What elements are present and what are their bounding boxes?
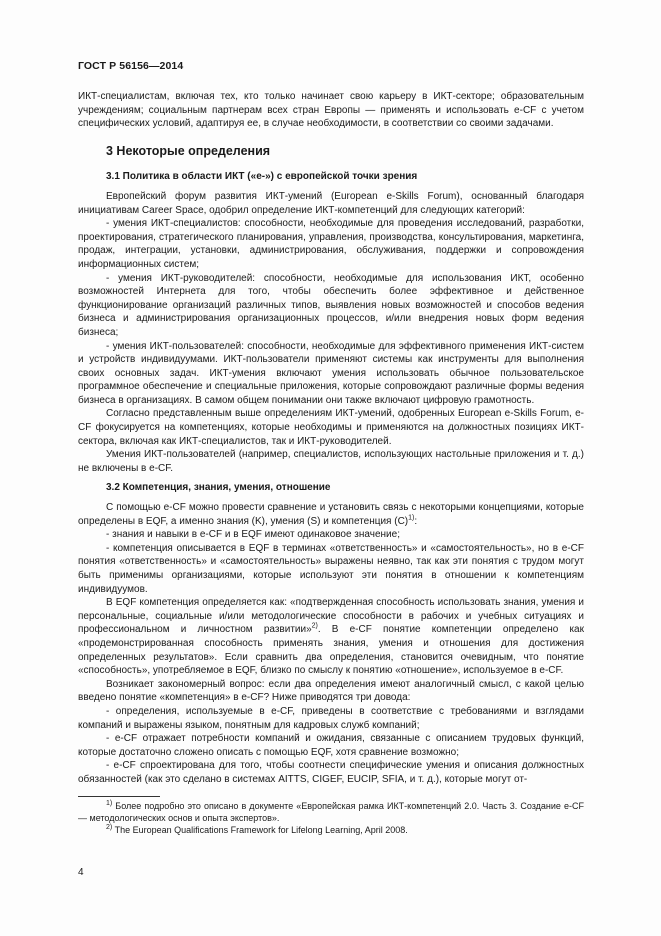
section-3-2-title: 3.2 Компетенция, знания, умения, отношение	[106, 482, 331, 494]
footnote-1	[78, 800, 584, 824]
s32-p2-text-a: В EQF компетенция определяется как: «подтвержденная способность использовать знания, умения и персональные, социальные и/или методологические способности в рабочих и учебных ситуациях и профессиональном и личностном развитии»	[78, 597, 584, 636]
s31-paragraph-3: Умения ИКТ-пользователей (например, специалистов, использующих настольные приложения и т. д.) не включены в e-CF.	[78, 449, 584, 474]
footnote-2-mark: 2)	[106, 824, 113, 831]
footnote-ref-2: 2)	[311, 623, 318, 631]
s32-list-item-3: - определения, используемые в e-CF, приведены в соответствие с требованиями и взглядами компаний и выражены языком, понятным для кадровых служб компаний;	[78, 705, 584, 731]
footnotes	[78, 800, 584, 836]
s31-list-item-3: - умения ИКТ-пользователей: способности, необходимые для эффективного применения ИКТ-систем и устройств индивидуумами. ИКТ-пользователи применяют системы как инструменты для выполнения своих основных задач. ИКТ-умения включают умения использовать обычное пользовательское программное обеспечение и специальные приложения, которые сопровождают различные формы ведения бизнеса в организациях. В самом общем понимании они также включают цифровую грамотность.	[78, 340, 584, 406]
s32-list-item-1: - знания и навыки в e-CF и в EQF имеют одинаковое значение;	[106, 529, 400, 541]
s31-list-item-2: - умения ИКТ-руководителей: способности, необходимые для использования ИКТ, особенно возможностей Интернета для того, чтобы обеспечить более эффективное и действенное функционирование организаций различных типов, выявления новых возможностей и способов ведения бизнеса и администрирования организационных процессов, и/или внедрения новых форм ведения бизнеса;	[78, 272, 584, 338]
footnote-2-text: The European Qualifications Framework for Lifelong Learning, April 2008.	[112, 825, 408, 835]
s32-list-item-2: - компетенция описывается в EQF в терминах «ответственность» и «самостоятельность», но в e-CF понятия «ответственность» и «самостоятельность» выражены неявно, так как эти понятия с трудом могут быть применимы организациями, которые используют эти понятия в отношении к компетенциям индивидуумов.	[78, 542, 584, 595]
s31-paragraph-2: Согласно представленным выше определениям ИКТ-умений, одобренных European e-Skills Forum, e-CF фокусируется на компетенциях, которые необходимы и применяются на должностных позициях ИКТ-сектора, включая как ИКТ-специалистов, так и ИКТ-руководителей.	[78, 408, 584, 447]
footnote-1-text: Более подробно это описано в документе «Европейская рамка ИКТ-компетенций 2.0. Часть 3. Создание e-CF — методологических основ и опыта экспертов».	[78, 801, 584, 823]
footnote-2	[78, 824, 584, 836]
s32-p1-text: С помощью e-CF можно провести сравнение и установить связь с некоторыми концепциями, которые определены в EQF, а именно знания (K), умения (S) и компетенция (C)	[78, 502, 584, 527]
section-3-1-title: 3.1 Политика в области ИКТ («e-») с европейской точки зрения	[106, 171, 418, 183]
s31-paragraph-1: Европейский форум развития ИКТ-умений (European e-Skills Forum), основанный благодаря инициативам Career Space, одобрил определение ИКТ-компетенций для следующих категорий:	[78, 190, 584, 216]
footnote-1-mark: 1)	[106, 800, 113, 807]
s32-p1-end: :	[414, 515, 418, 527]
s31-list-item-1: - умения ИКТ-специалистов: способности, необходимые для проведения исследований, разработки, проектирования, стратегического планирования, управления, производства, консультирования, маркетинга, продаж, интеграции, установки, администрирования, обслуживания, поддержки и сопровождения информационных систем;	[78, 218, 584, 270]
s32-list-item-5: - e-CF спроектирована для того, чтобы соотнести специфические умения и описания должностных обязанностей (как это сделано в системах AITTS, CIGEF, EUCIP, SFIA, и т. д.), которые могут от-	[78, 760, 584, 785]
footnote-ref-1: 1)	[408, 514, 415, 522]
page-number: 4	[78, 867, 84, 878]
intro-paragraph: ИКТ-специалистам, включая тех, кто только начинает свою карьеру в ИКТ-секторе; образовательным учреждениям; социальным партнерам всех стран Европы — применять и использовать e-CF с учетом специфических условий, адаптируя ее, в случае необходимости, в соответствии со своими задачами.	[78, 91, 584, 130]
s32-paragraph-2	[78, 596, 584, 678]
s32-p2-text-b: . В e-CF понятие компетенции определено как «продемонстрированная способность применять знания, умения и отношения для достижения определенных результатов». Если сравнить два определения, становится очевидным, что понятие «способность», употребляемое в EQF, близко по смыслу к понятию «отношение», используемое в e-CF.	[78, 624, 584, 677]
page-body	[78, 90, 584, 787]
standard-header: ГОСТ Р 56156—2014	[78, 60, 184, 72]
section-3-title: 3 Некоторые определения	[106, 143, 271, 158]
s32-list-item-4: - e-CF отражает потребности компаний и ожидания, связанные с описанием трудовых функций, которые достаточно сложено описать с помощью EQF, хотя сравнение возможно;	[78, 733, 584, 758]
s32-paragraph-1	[78, 501, 584, 528]
s32-paragraph-3: Возникает закономерный вопрос: если два определения имеют аналогичный смысл, с какой целью введено понятие «компетенция» в e-CF? Ниже приводятся три довода:	[78, 678, 584, 704]
footnote-divider	[78, 796, 160, 797]
